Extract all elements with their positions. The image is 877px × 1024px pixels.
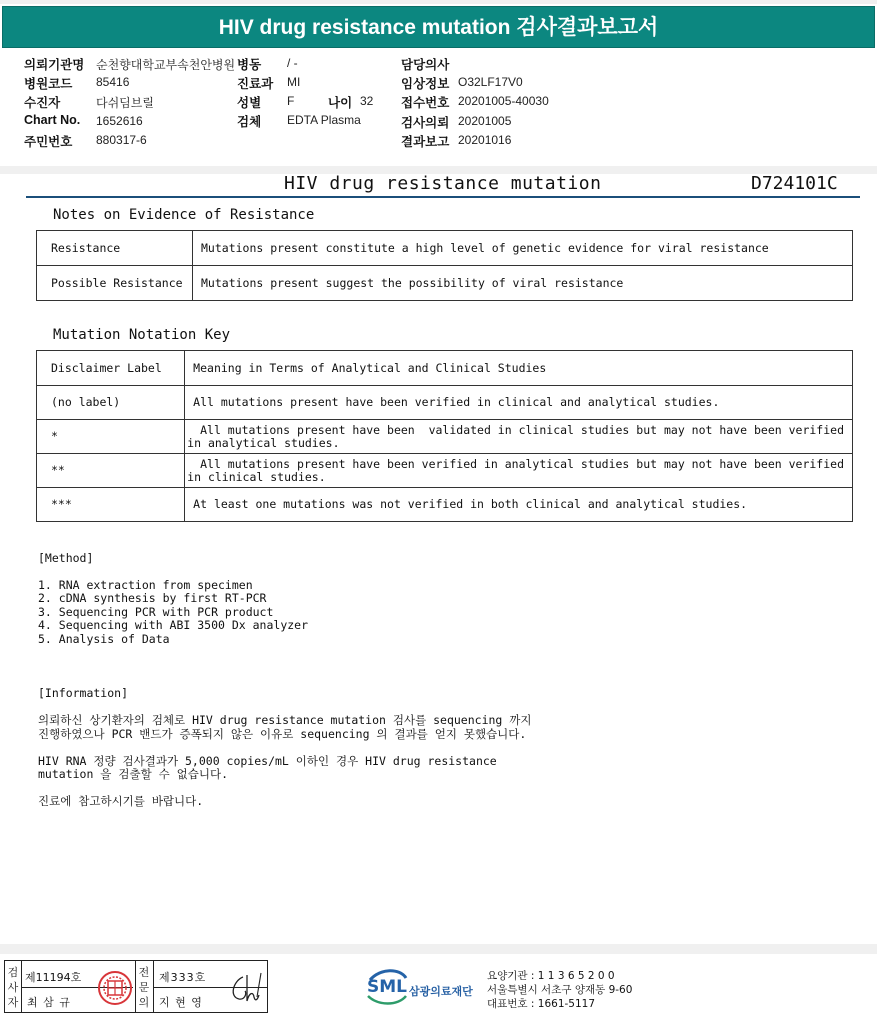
chart-no-label: Chart No. xyxy=(24,113,81,127)
care-institution-number: 요양기관 : 1 1 3 6 5 2 0 0 xyxy=(487,970,615,982)
method-step: 4. Sequencing with ABI 3500 Dx analyzer xyxy=(38,618,309,632)
org-name: 삼광의료재단 xyxy=(409,985,473,998)
patient-label: 수진자 xyxy=(24,96,61,110)
method-step: 5. Analysis of Data xyxy=(38,632,170,646)
examiner-seal-icon xyxy=(97,969,133,1007)
table-row xyxy=(37,231,853,266)
department-label: 진료과 xyxy=(237,77,274,91)
column-header-meaning: Meaning in Terms of Analytical and Clinical Studies xyxy=(185,351,853,386)
notation-heading: Mutation Notation Key xyxy=(53,327,231,343)
table-row xyxy=(37,488,853,522)
method-step: 1. RNA extraction from specimen xyxy=(38,578,253,592)
hospital-code-value: 85416 xyxy=(96,75,130,89)
page-top-border xyxy=(0,0,877,4)
notation-meaning-line: All mutations present have been verified in analytical studies but may not have been verified xyxy=(193,456,844,471)
notation-meaning xyxy=(185,488,853,522)
evidence-meaning: Mutations present constitute a high level of genetic evidence for viral resistance xyxy=(193,231,853,266)
specialist-label: 전문의 xyxy=(138,966,150,1009)
specimen-value: EDTA Plasma xyxy=(287,113,361,127)
specialist-license: 제333호 xyxy=(159,971,207,984)
receipt-no-label: 접수번호 xyxy=(401,96,450,110)
result-report-value: 20201016 xyxy=(458,133,512,147)
age-label: 나이 xyxy=(328,96,353,110)
examiner-license: 제11194호 xyxy=(25,971,82,984)
information-heading: [Information] xyxy=(38,686,129,700)
patient-info-block xyxy=(0,52,877,164)
notation-table xyxy=(36,350,853,522)
method-step: 3. Sequencing PCR with PCR product xyxy=(38,605,274,619)
notation-meaning-line: All mutations present have been validated in clinical studies but may not have been verified xyxy=(193,422,844,437)
sex-label: 성별 xyxy=(237,96,262,110)
notation-label: * xyxy=(37,420,185,454)
sex-value: F xyxy=(287,94,295,108)
org-logo-text: SML xyxy=(367,977,407,997)
signature-icon xyxy=(223,967,265,1009)
evidence-table xyxy=(36,230,853,301)
institution-value: 순천향대학교부속천안병원 xyxy=(96,58,236,72)
method-step: 2. cDNA synthesis by first RT-PCR xyxy=(38,591,267,605)
notation-label: ** xyxy=(37,454,185,488)
test-request-value: 20201005 xyxy=(458,114,512,128)
chart-no-value: 1652616 xyxy=(96,114,143,128)
clinical-info-value: O32LF17V0 xyxy=(458,75,523,89)
report-title-bar: HIV drug resistance mutation 검사결과보고서 xyxy=(2,6,875,48)
org-address: 서울특별시 서초구 양재동 9-60 xyxy=(487,984,633,996)
org-phone: 대표번호 : 1661-5117 xyxy=(487,998,596,1010)
evidence-heading: Notes on Evidence of Resistance xyxy=(53,207,315,223)
evidence-meaning: Mutations present suggest the possibility of viral resistance xyxy=(193,266,853,301)
column-header-label: Disclaimer Label xyxy=(37,351,185,386)
notation-meaning xyxy=(185,386,853,420)
notation-meaning xyxy=(185,420,853,454)
notation-label: *** xyxy=(37,488,185,522)
resident-no-label: 주민번호 xyxy=(24,135,73,149)
information-text: 진행하였으나 PCR 밴드가 증폭되지 않은 이유로 sequencing 의 결과를 얻지 못했습니다. xyxy=(38,727,527,741)
footer-separator xyxy=(0,944,877,954)
notation-meaning xyxy=(185,454,853,488)
test-code: D724101C xyxy=(751,173,838,194)
information-text: HIV RNA 정량 검사결과가 5,000 copies/mL 이하인 경우 HIV drug resistance xyxy=(38,754,497,768)
resident-no-value: 880317-6 xyxy=(96,133,147,147)
patient-value: 다쉬딤브릴 xyxy=(96,96,154,110)
notation-meaning-line: At least one mutations was not verified in both clinical and analytical studies. xyxy=(193,497,748,511)
information-text: mutation 을 검출할 수 없습니다. xyxy=(38,767,228,781)
examiner-label: 검사자 xyxy=(7,966,19,1009)
table-row xyxy=(37,266,853,301)
ward-value: / - xyxy=(287,56,298,70)
result-report-label: 결과보고 xyxy=(401,135,450,149)
information-text: 진료에 참고하시기를 바랍니다. xyxy=(38,794,204,808)
table-row xyxy=(37,420,853,454)
notation-meaning-line: All mutations present have been verified in clinical and analytical studies. xyxy=(193,395,720,409)
title-underline xyxy=(26,196,860,198)
signature-box xyxy=(4,960,268,1013)
table-row xyxy=(37,386,853,420)
information-text: 의뢰하신 상기환자의 검체로 HIV drug resistance mutation 검사를 sequencing 까지 xyxy=(38,713,532,727)
test-name-heading: HIV drug resistance mutation xyxy=(284,173,602,194)
clinical-info-label: 임상정보 xyxy=(401,77,450,91)
department-value: MI xyxy=(287,75,301,89)
specialist-name: 지 현 영 xyxy=(159,996,203,1009)
hospital-code-label: 병원코드 xyxy=(24,77,73,91)
receipt-no-value: 20201005-40030 xyxy=(458,94,549,108)
evidence-term: Possible Resistance xyxy=(37,266,193,301)
table-header-row xyxy=(37,351,853,386)
ward-label: 병동 xyxy=(237,58,262,72)
notation-label: (no label) xyxy=(37,386,185,420)
test-request-label: 검사의뢰 xyxy=(401,116,450,130)
notation-meaning-line: in clinical studies. xyxy=(187,469,326,484)
institution-label: 의뢰기관명 xyxy=(24,58,85,72)
examiner-name: 최 삼 규 xyxy=(27,996,71,1009)
table-row xyxy=(37,454,853,488)
specimen-label: 검체 xyxy=(237,115,262,129)
physician-label: 담당의사 xyxy=(401,58,450,72)
evidence-term: Resistance xyxy=(37,231,193,266)
notation-meaning-line: in analytical studies. xyxy=(187,435,340,450)
method-heading: [Method] xyxy=(38,551,94,565)
age-value: 32 xyxy=(360,94,374,108)
